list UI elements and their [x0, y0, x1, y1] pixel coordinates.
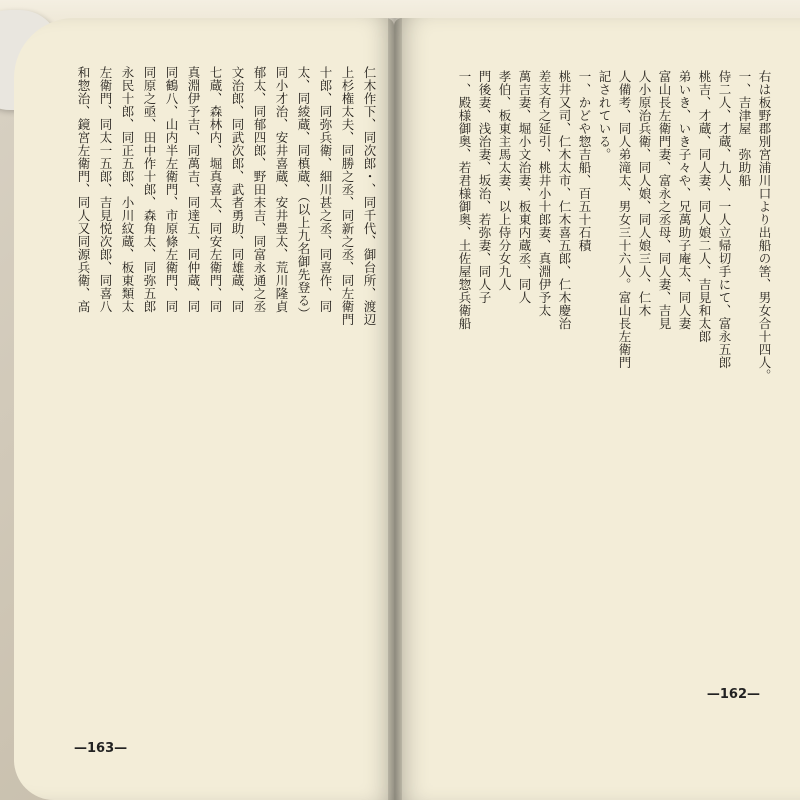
book-gutter: [388, 18, 402, 800]
text-column: 真淵伊予吉、同萬吉、同達五、同仲蔵、同: [186, 66, 201, 313]
text-column: 和惣治、鏡宮左衛門、同人又同源兵衛、高: [76, 66, 91, 313]
page-number: —162—: [706, 687, 760, 702]
text-column: 一、殿様御奥、若君様御奥、土佐屋惣兵衛船: [457, 70, 472, 330]
text-column: 人備考、同人弟滝太、男女三十六人。富山長左衛門: [617, 70, 632, 369]
text-column: 桃井又司、仁木太市、仁木喜五郎、仁木慶治: [557, 70, 572, 330]
text-column: 左衛門、同太一五郎、吉見悦次郎、同喜八: [98, 66, 113, 313]
text-column: 富山長左衛門妻、富永之丞母、同人妻、吉見: [657, 70, 672, 330]
text-column: 右は板野郡別宮浦川口より出船の筈、男女合十四人。: [757, 70, 772, 382]
text-column: 七蔵、森林内、堀真喜太、同安左衛門、同: [208, 66, 223, 313]
text-column: 孝伯、板東主馬太妻、以上侍分女九人: [497, 70, 512, 291]
text-column: 桃吉、才蔵、同人妻、同人娘二人、吉見和太郎: [697, 70, 712, 343]
text-column: 一、かどや惣吉船、百五十石積: [577, 70, 592, 252]
text-column: 上杉権太夫、同勝之丞、同新之丞、同左衛門: [340, 66, 355, 326]
text-column: 郁太、同郁四郎、野田末吉、同富永通之丞: [252, 66, 267, 313]
text-column: 侍二人、才蔵、九人、一人立帰切手にて、富永五郎: [717, 70, 732, 369]
text-column: 人小原治兵衛、同人娘、同人娘三人、仁木: [637, 70, 652, 317]
text-column: 十郎、同弥兵衛、細川甚之丞、同喜作、同: [318, 66, 333, 313]
text-column: 永民十郎、同正五郎、小川紋蔵、板東類太: [120, 66, 135, 313]
right-page: [394, 18, 800, 800]
text-column: 門後妻、浅治妻、坂治、若弥妻、同人子: [477, 70, 492, 304]
text-column: 仁木作下、同次郎・、同千代、御台所、渡辺: [362, 66, 377, 326]
text-column: 弟いき、いき子々や、兄萬助子庵太、同人妻: [677, 70, 692, 330]
text-column: 差支有之延引、桃井小十郎妻、真淵伊予太: [537, 70, 552, 317]
text-column: 同原之亟、田中作十郎、森角太、同弥五郎: [142, 66, 157, 313]
text-column: 文治郎、同武次郎、武者勇助、同雄蔵、同: [230, 66, 245, 313]
text-column: 一、吉津屋 弥助船: [737, 70, 752, 187]
text-column: 萬吉妻、堀小文治妻、板東内蔵丞、同人: [517, 70, 532, 304]
left-page: [14, 18, 394, 800]
page-number: —163—: [74, 741, 128, 756]
right-page-text: [414, 70, 774, 660]
text-column: 記されている。: [597, 70, 612, 161]
left-page-text: [72, 66, 380, 705]
text-column: 同鶴八、山内半左衛門、市原條左衛門、同: [164, 66, 179, 313]
text-column: 同小才治、安井喜蔵、安井豊太、荒川隆貞: [274, 66, 289, 313]
text-column: 太、同綾蔵、同槙蔵、（以上九名御先登る）: [296, 66, 311, 320]
